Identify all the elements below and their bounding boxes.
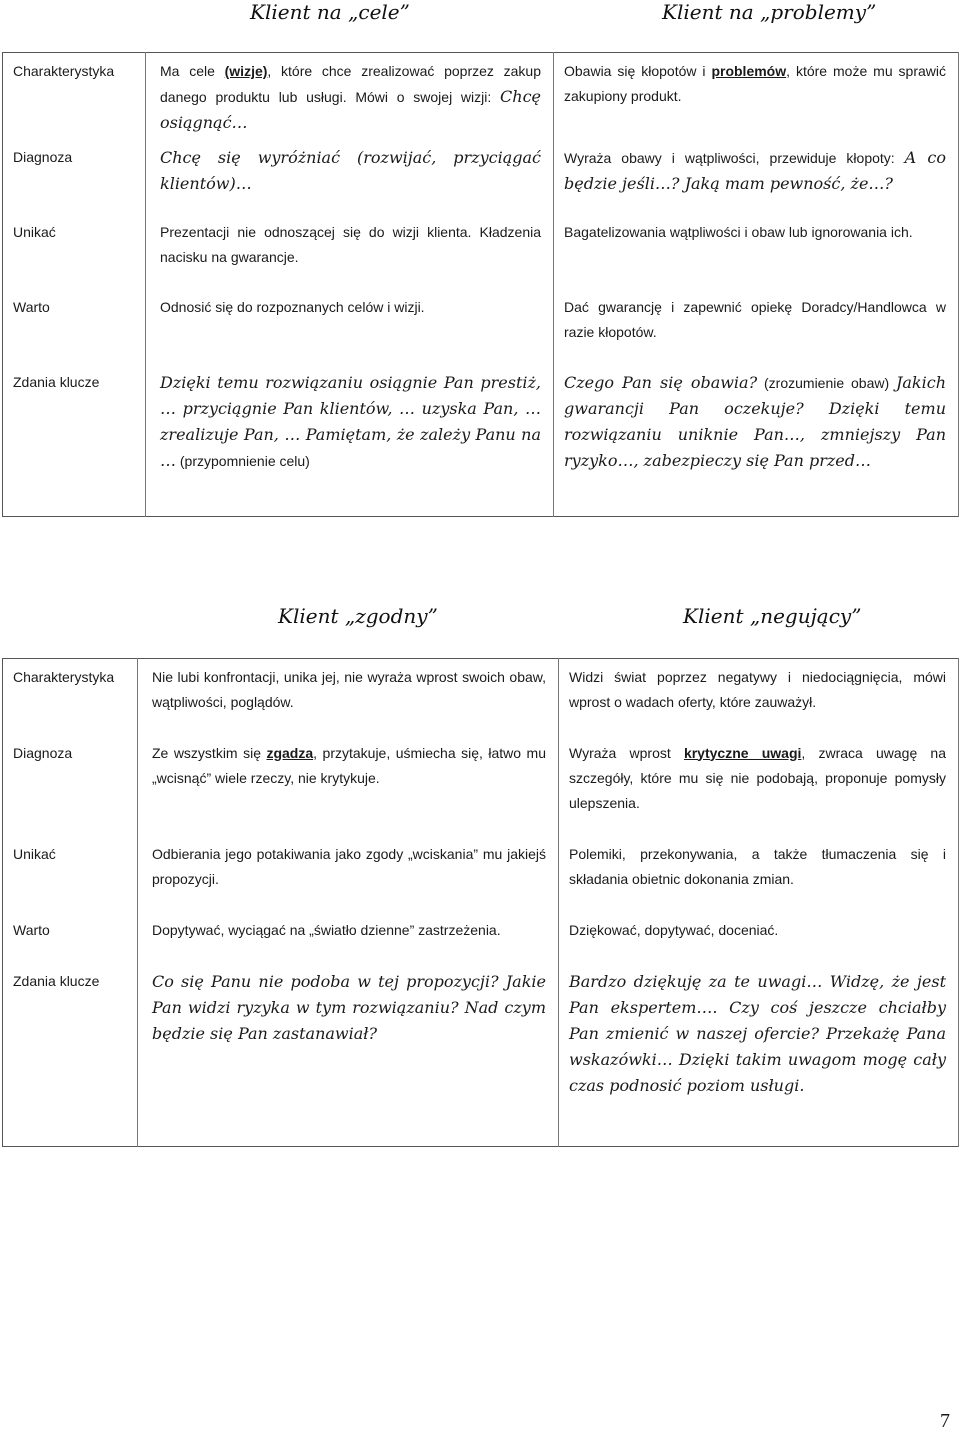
section2-left-title: Klient „zgodny” bbox=[278, 604, 438, 628]
cell-text: (zrozumienie obaw) bbox=[757, 374, 896, 391]
table-row bbox=[3, 139, 959, 214]
left-cell bbox=[146, 214, 554, 289]
cell-text: , które chce zrealizować poprzez zakup danego produktu lub usługi. Mówi o swojej wizji: bbox=[160, 63, 541, 105]
row-label: Charakterystyka bbox=[13, 669, 115, 685]
cell-text: Dzięki temu rozwiązaniu osiągnie Pan prestiż, … przyciągnie Pan klientów, … uzyska Pan, … zrealizuje Pan, … Pamiętam, że zależy Panu na … bbox=[160, 372, 541, 470]
row-label: Unikać bbox=[13, 223, 56, 240]
section2-right-title: Klient „negujący” bbox=[683, 604, 862, 628]
row-label: Zdania klucze bbox=[13, 373, 100, 390]
cell-text: , które może mu sprawić zakupiony produkt. bbox=[564, 63, 946, 104]
cell-text: Czego Pan się obawia? bbox=[564, 372, 758, 392]
cell-text: Dziękować, dopytywać, doceniać. bbox=[569, 921, 779, 938]
right-cell bbox=[559, 836, 959, 912]
left-cell bbox=[138, 836, 559, 912]
cell-text: Chcę osiągnąć… bbox=[160, 87, 541, 132]
row-label: Charakterystyka bbox=[13, 63, 115, 79]
table-row bbox=[3, 214, 959, 289]
table-row bbox=[3, 963, 959, 1147]
table-row bbox=[3, 836, 959, 912]
cell-text: Odnosić się do rozpoznanych celów i wizji. bbox=[160, 298, 425, 315]
cell-text: Nie lubi konfrontacji, unika jej, nie wyraża wprost swoich obaw, wątpliwości, poglądów. bbox=[152, 669, 546, 710]
right-cell bbox=[554, 214, 959, 289]
cell-text: Ma cele bbox=[160, 63, 225, 79]
cell-text: problemów bbox=[711, 63, 787, 79]
left-cell bbox=[138, 963, 559, 1147]
cell-text: Obawia się kłopotów i bbox=[564, 63, 712, 79]
cell-text: Polemiki, przekonywania, a także tłumaczenia się i składania obietnic dokonania zmian. bbox=[569, 845, 946, 887]
cell-text: Jakich gwarancji Pan oczekuje? Dzięki temu rozwiązaniu uniknie Pan…, zmniejszy Pan ryzyko…, zabezpieczy się Pan przed… bbox=[564, 372, 946, 470]
table-row bbox=[3, 912, 959, 963]
table-row bbox=[3, 735, 959, 836]
page-number: 7 bbox=[940, 1410, 950, 1432]
right-cell bbox=[554, 139, 959, 214]
row-label: Diagnoza bbox=[13, 744, 73, 761]
right-cell bbox=[554, 364, 959, 517]
cell-text: A co będzie jeśli…? Jaką mam pewność, że…? bbox=[564, 147, 946, 193]
left-cell bbox=[146, 289, 554, 364]
cell-text: Widzi świat poprzez negatywy i niedociągnięcia, mówi wprost o wadach oferty, które zauważył. bbox=[569, 669, 946, 710]
left-cell bbox=[138, 659, 559, 735]
left-cell bbox=[146, 139, 554, 214]
right-cell bbox=[554, 53, 959, 139]
row-label: Warto bbox=[13, 298, 50, 315]
left-cell bbox=[138, 912, 559, 963]
cell-text: Bagatelizowania wątpliwości i obaw lub ignorowania ich. bbox=[564, 223, 913, 240]
table-row bbox=[3, 659, 959, 735]
cell-text: Prezentacji nie odnoszącej się do wizji klienta. Kładzenia nacisku na gwarancje. bbox=[160, 223, 541, 265]
section2-table bbox=[2, 658, 959, 1147]
cell-text: Odbierania jego potakiwania jako zgody „wciskania” mu jakiejś propozycji. bbox=[152, 845, 546, 887]
right-cell bbox=[559, 659, 959, 735]
left-cell bbox=[146, 53, 554, 139]
cell-text: (wizje) bbox=[224, 63, 268, 79]
cell-text: Co się Panu nie podoba w tej propozycji? Jakie Pan widzi ryzyka w tym rozwiązaniu? Nad czym będzie się Pan zastanawiał? bbox=[152, 971, 546, 1043]
cell-text: , przytakuje, uśmiecha się, łatwo mu „wcisnąć” wiele rzeczy, nie krytykuje. bbox=[152, 744, 546, 786]
right-cell bbox=[559, 912, 959, 963]
right-cell bbox=[559, 735, 959, 836]
row-label: Warto bbox=[13, 921, 50, 938]
cell-text: (przypomnienie celu) bbox=[176, 452, 310, 469]
section1-right-title: Klient na „problemy” bbox=[662, 0, 877, 24]
section1-left-title: Klient na „cele” bbox=[250, 0, 410, 24]
cell-text: Chcę się wyróżniać (rozwijać, przyciągać klientów)… bbox=[160, 147, 541, 193]
cell-text: Wyraża wprost bbox=[569, 744, 684, 761]
cell-text: , zwraca uwagę na szczegóły, które mu się nie podobają, proponuje pomysły ulepszenia. bbox=[569, 744, 947, 811]
right-cell bbox=[559, 963, 959, 1147]
cell-text: krytyczne uwagi bbox=[683, 744, 802, 761]
left-cell bbox=[138, 735, 559, 836]
cell-text: Ze wszystkim się bbox=[152, 744, 267, 761]
cell-text: zgadza bbox=[266, 744, 314, 761]
cell-text: Dać gwarancję i zapewnić opiekę Doradcy/Handlowca w razie kłopotów. bbox=[564, 298, 946, 340]
cell-text: Bardzo dziękuję za te uwagi… Widzę, że jest Pan ekspertem…. Czy coś jeszcze chciałby Pan zmienić w naszej ofercie? Przekażę Pana wskazówki… Dzięki takim uwagom mogę cały czas podnosić poziom usługi. bbox=[569, 971, 946, 1095]
table-row bbox=[3, 289, 959, 364]
left-cell bbox=[146, 364, 554, 517]
row-label: Unikać bbox=[13, 845, 56, 862]
row-label: Zdania klucze bbox=[13, 972, 100, 989]
table-row bbox=[3, 53, 959, 139]
cell-text: Dopytywać, wyciągać na „światło dzienne” zastrzeżenia. bbox=[152, 921, 501, 938]
cell-text: Wyraża obawy i wątpliwości, przewiduje kłopoty: bbox=[564, 149, 905, 166]
right-cell bbox=[554, 289, 959, 364]
row-label: Diagnoza bbox=[13, 148, 73, 165]
table-row bbox=[3, 364, 959, 517]
section1-table bbox=[2, 52, 959, 517]
